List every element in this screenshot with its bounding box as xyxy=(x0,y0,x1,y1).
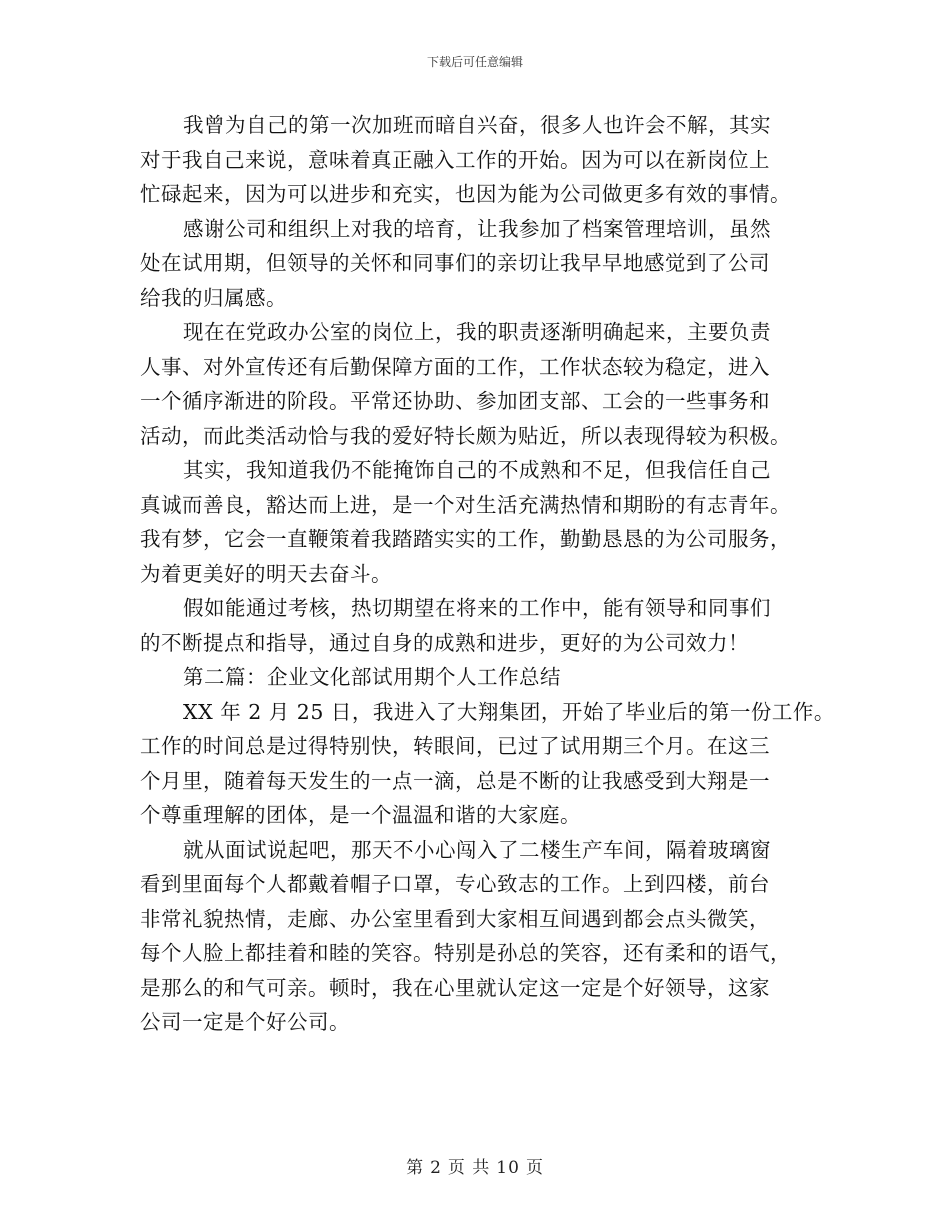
text-line: 我有梦，它会一直鞭策着我踏踏实实的工作，勤勤恳恳的为公司服务， xyxy=(140,527,791,551)
text-line: 的不断提点和指导，通过自身的成熟和进步，更好的为公司效力！ xyxy=(140,630,749,655)
text-line: 个尊重理解的团体，是一个温温和谐的大家庭。 xyxy=(140,803,581,827)
text-line: 非常礼貌热情，走廊、办公室里看到大家相互间遇到都会点头微笑， xyxy=(140,906,770,931)
text-line: 假如能通过考核，热切期望在将来的工作中，能有领导和同事们 xyxy=(183,596,771,620)
footer-total-pages: 10 xyxy=(496,1158,520,1178)
text-line: 其实，我知道我仍不能掩饰自己的不成熟和不足，但我信任自己 xyxy=(183,458,771,482)
text-line: 真诚而善良，豁达而上进，是一个对生活充满热情和期盼的有志青年。 xyxy=(140,492,791,517)
text-line: 处在试用期，但领导的关怀和同事们的亲切让我早早地感觉到了公司 xyxy=(140,251,770,275)
footer-prefix: 第 xyxy=(406,1158,425,1178)
text-line: 我曾为自己的第一次加班而暗自兴奋，很多人也许会不解，其实 xyxy=(183,113,771,137)
text-line: 活动，而此类活动恰与我的爱好特长颇为贴近，所以表现得较为积极。 xyxy=(140,423,791,448)
text-line: 忙碌起来，因为可以进步和充实，也因为能为公司做更多有效的事情。 xyxy=(140,182,791,206)
footer-middle: 页 共 xyxy=(447,1158,491,1178)
page-header: 下载后可任意编辑 xyxy=(426,55,523,69)
text-line: 给我的归属感。 xyxy=(140,285,287,310)
footer-page-number: 2 xyxy=(430,1158,442,1178)
text-line: 第二篇：企业文化部试用期个人工作总结 xyxy=(183,665,561,689)
text-line: 看到里面每个人都戴着帽子口罩，专心致志的工作。上到四楼，前台 xyxy=(140,872,770,896)
text-line: 为着更美好的明天去奋斗。 xyxy=(140,561,392,586)
text-line: 公司一定是个好公司。 xyxy=(140,1010,350,1034)
text-line: 现在在党政办公室的岗位上，我的职责逐渐明确起来，主要负责 xyxy=(183,320,771,344)
text-line: 就从面试说起吧，那天不小心闯入了二楼生产车间，隔着玻璃窗 xyxy=(183,837,771,862)
text-line: XX 年 2 月 25 日，我进入了大翔集团，开始了毕业后的第一份工作。 xyxy=(183,699,835,724)
text-line: 工作的时间总是过得特别快，转眼间，已过了试用期三个月。在这三 xyxy=(140,734,770,758)
page-footer xyxy=(0,1153,950,1178)
text-line: 对于我自己来说，意味着真正融入工作的开始。因为可以在新岗位上 xyxy=(140,147,770,172)
text-line: 一个循序渐进的阶段。平常还协助、参加团支部、工会的一些事务和 xyxy=(140,389,770,413)
text-line: 感谢公司和组织上对我的培育，让我参加了档案管理培训，虽然 xyxy=(183,216,771,241)
text-line: 每个人脸上都挂着和睦的笑容。特别是孙总的笑容，还有柔和的语气， xyxy=(140,941,791,965)
footer-suffix: 页 xyxy=(525,1158,544,1178)
text-line: 是那么的和气可亲。顿时，我在心里就认定这一定是个好领导，这家 xyxy=(140,975,770,1000)
text-line: 个月里，随着每天发生的一点一滴，总是不断的让我感受到大翔是一 xyxy=(140,768,770,793)
text-line: 人事、对外宣传还有后勤保障方面的工作，工作状态较为稳定，进入 xyxy=(140,354,770,379)
document-body xyxy=(140,108,835,1040)
